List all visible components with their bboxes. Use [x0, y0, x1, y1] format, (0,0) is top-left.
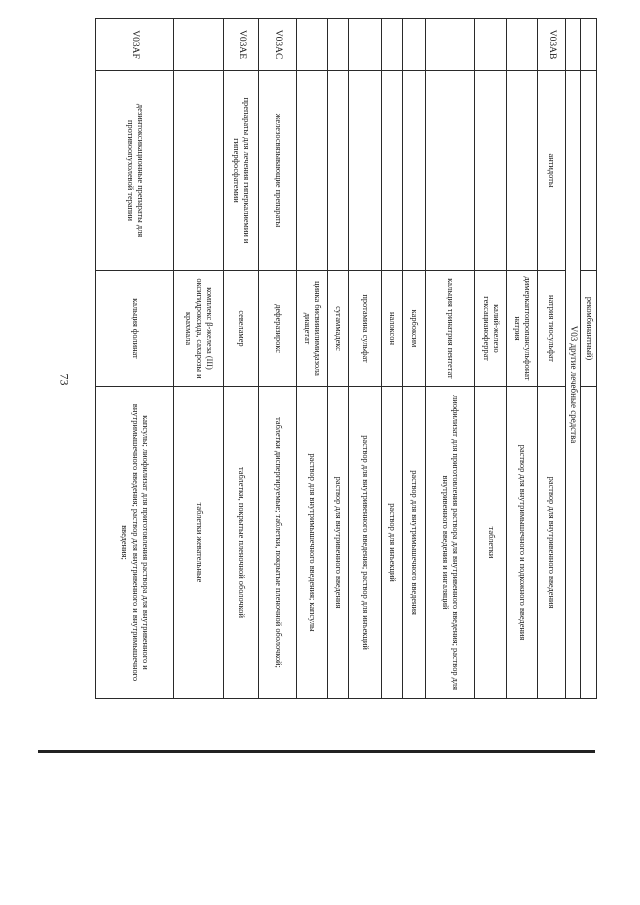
drug-name: кальция фолинат	[96, 271, 174, 387]
dosage-form: раствор для инъекций	[381, 387, 402, 699]
drug-group	[348, 71, 381, 271]
atc-code: V03AC	[259, 19, 296, 71]
section-row	[565, 19, 581, 699]
table-row	[348, 19, 381, 699]
dosage-form: раствор для внутривенного введения	[537, 387, 565, 699]
table-header-row	[581, 19, 597, 699]
drug-name: натрия тиосульфат	[537, 271, 565, 387]
table-row	[402, 19, 425, 699]
drug-group: препараты для лечения гиперкалиемии и гиперфосфатемии	[223, 71, 258, 271]
header-cell	[581, 387, 597, 699]
drug-name: кальция тринатрия пентетат	[425, 271, 475, 387]
table-row	[425, 19, 475, 699]
table-row	[475, 19, 506, 699]
dosage-form: раствор для внутримышечного введения; капсулы	[296, 387, 327, 699]
dosage-form: раствор для внутримышечного и подкожного введения	[506, 387, 537, 699]
section-title: V03 другие лечебные средства	[565, 71, 581, 699]
drug-group	[174, 71, 224, 271]
drug-name: протамина сульфат	[348, 271, 381, 387]
drug-name: деферазирокс	[259, 271, 296, 387]
drug-group	[296, 71, 327, 271]
atc-code	[348, 19, 381, 71]
header-cell	[581, 71, 597, 271]
bottom-rule	[38, 750, 595, 753]
drug-group: железосвязывающие препараты	[259, 71, 296, 271]
drug-name: калий-железо гексацианоферрат	[475, 271, 506, 387]
table-row	[506, 19, 537, 699]
atc-code	[425, 19, 475, 71]
drug-name: сугаммадекс	[327, 271, 348, 387]
dosage-form: таблетки	[475, 387, 506, 699]
drug-group: дезинтоксикационные препараты для противоопухолевой терапии	[96, 71, 174, 271]
dosage-form: таблетки, покрытые пленочной оболочкой	[223, 387, 258, 699]
table-row	[174, 19, 224, 699]
atc-code: V03AB	[537, 19, 565, 71]
atc-code: V03AE	[223, 19, 258, 71]
drug-group	[475, 71, 506, 271]
atc-code	[174, 19, 224, 71]
atc-code	[475, 19, 506, 71]
table-row	[537, 19, 565, 699]
drug-name: цинка бисвинилимидазола диацетат	[296, 271, 327, 387]
atc-code	[402, 19, 425, 71]
atc-code	[327, 19, 348, 71]
header-text-cell: рекомбинантный)	[581, 271, 597, 387]
drug-group	[381, 71, 402, 271]
dosage-form: раствор для внутривенного введения	[327, 387, 348, 699]
atc-code: V03AF	[96, 19, 174, 71]
atc-code	[296, 19, 327, 71]
drug-group	[327, 71, 348, 271]
dosage-form: капсулы; лиофилизат для приготовления раствора для внутривенного и внутримышечного введения; раствор для внутривенного и внутримышечного введения;	[96, 387, 174, 699]
atc-code	[381, 19, 402, 71]
drug-group	[402, 71, 425, 271]
header-cell	[581, 19, 597, 71]
drug-name: димеркаптопропансульфонат натрия	[506, 271, 537, 387]
table-row	[327, 19, 348, 699]
dosage-form: раствор для внутривенного введения; раствор для инъекций	[348, 387, 381, 699]
drug-name: налоксон	[381, 271, 402, 387]
page-number: 73	[57, 373, 72, 386]
table-row	[296, 19, 327, 699]
dosage-form: таблетки диспергируемые; таблетки, покрытые пленочной оболочкой;	[259, 387, 296, 699]
drug-group	[425, 71, 475, 271]
drug-name: карбоксим	[402, 271, 425, 387]
table-row	[96, 19, 174, 699]
drug-name: севеламер	[223, 271, 258, 387]
dosage-form: таблетки жевательные	[174, 387, 224, 699]
section-spacer	[565, 19, 581, 71]
dosage-form: лиофилизат для приготовления раствора для внутривенного введения; раствор для внутривенного введения и ингаляций	[425, 387, 475, 699]
atc-code	[506, 19, 537, 71]
drug-table	[95, 18, 597, 699]
dosage-form: раствор для внутримышечного введения	[402, 387, 425, 699]
table-row	[259, 19, 296, 699]
drug-group	[506, 71, 537, 271]
drug-group: антидоты	[537, 71, 565, 271]
table-row	[381, 19, 402, 699]
table-row	[223, 19, 258, 699]
drug-name: комплекс β-железа (III) оксигидроксида, сахарозы и крахмала	[174, 271, 224, 387]
rotated-table-wrapper	[95, 18, 597, 698]
